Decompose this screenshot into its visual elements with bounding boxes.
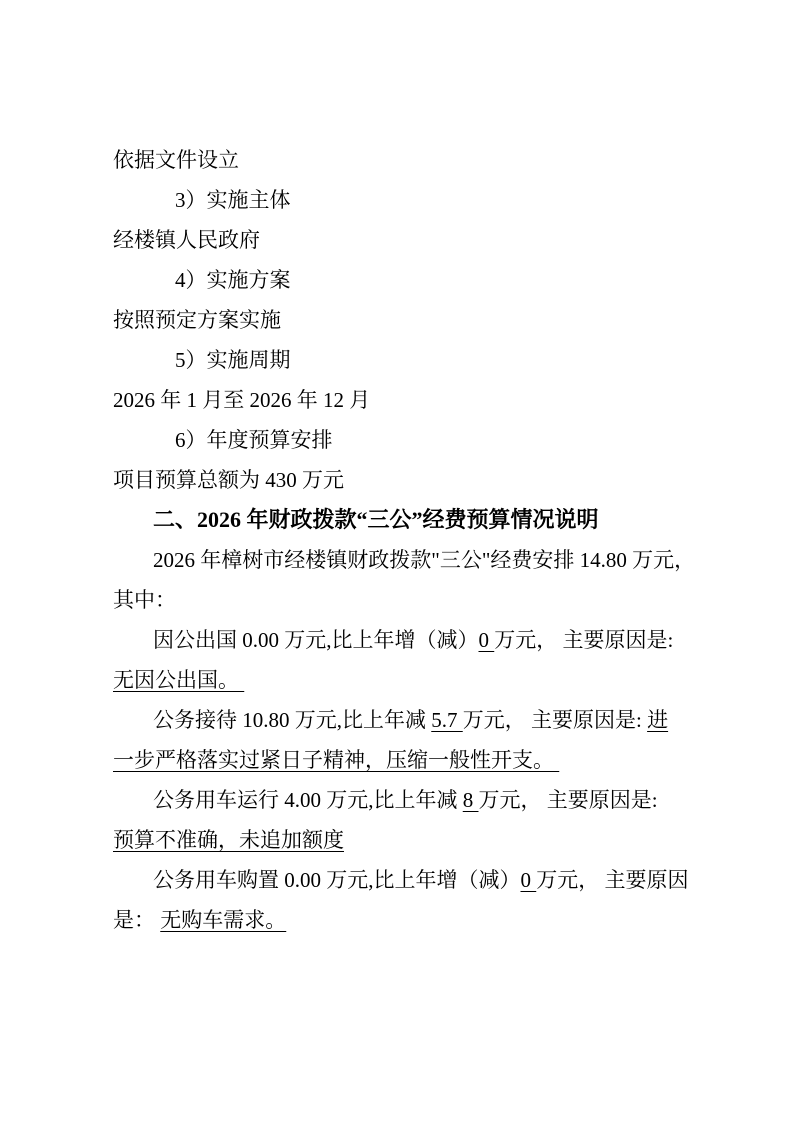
document-line: [113, 140, 713, 180]
text-segment: 万元， 主要原因是:: [478, 788, 658, 812]
underlined-text: 预算不准确，未追加额度: [113, 828, 344, 852]
document-line: [113, 820, 713, 860]
text-segment: 公务接待 10.80 万元,比上年减: [153, 708, 432, 732]
document-line: [113, 540, 713, 580]
underlined-text: 进: [647, 708, 669, 732]
text-segment: 依据文件设立: [113, 148, 239, 172]
document-line: [113, 340, 713, 380]
text-segment: 公务用车购置 0.00 万元,比上年增（减）: [153, 868, 521, 892]
document-line: [113, 220, 713, 260]
text-segment: 3）实施主体: [175, 188, 291, 212]
document-line: [113, 260, 713, 300]
document-line: [113, 860, 713, 900]
document-line: [113, 900, 713, 940]
underlined-text: 8: [462, 788, 479, 812]
text-segment: 万元， 主要原因是:: [494, 628, 674, 652]
text-segment: 其中：: [113, 588, 176, 612]
underlined-text: 无购车需求。: [160, 908, 287, 932]
text-segment: 公务用车运行 4.00 万元,比上年减: [153, 788, 463, 812]
document-line: [113, 180, 713, 220]
document-line: [113, 700, 713, 740]
text-segment: 2026 年樟树市经楼镇财政拨款"三公"经费安排 14.80 万元，: [153, 548, 696, 572]
underlined-text: 无因公出国。: [113, 668, 245, 692]
text-segment: 5）实施周期: [175, 348, 291, 372]
underlined-text: 0: [478, 628, 495, 652]
underlined-text: 5.7: [431, 708, 463, 732]
underlined-text: 0: [520, 868, 537, 892]
document-line: [113, 780, 713, 820]
document-line: [113, 620, 713, 660]
text-segment: 因公出国 0.00 万元,比上年增（减）: [153, 628, 479, 652]
document-line: [113, 420, 713, 460]
document-line: [113, 380, 713, 420]
text-segment: 2026 年 1 月至 2026 年 12 月: [113, 388, 371, 412]
document-line: [113, 660, 713, 700]
text-segment: 按照预定方案实施: [113, 308, 281, 332]
document-body: [113, 140, 713, 940]
text-segment: 二、2026 年财政拨款“三公”经费预算情况说明: [153, 507, 599, 532]
document-line: [113, 300, 713, 340]
text-segment: 是：: [113, 908, 161, 932]
text-segment: 万元， 主要原因是:: [462, 708, 648, 732]
document-line: [113, 580, 713, 620]
document-line: [113, 460, 713, 500]
document-line: [113, 740, 713, 780]
underlined-text: 一步严格落实过紧日子精神，压缩一般性开支。: [113, 748, 560, 772]
text-segment: 4）实施方案: [175, 268, 291, 292]
section-heading: [113, 500, 713, 540]
text-segment: 经楼镇人民政府: [113, 228, 260, 252]
text-segment: 项目预算总额为 430 万元: [113, 468, 344, 492]
text-segment: 万元， 主要原因: [536, 868, 689, 892]
text-segment: 6）年度预算安排: [175, 428, 333, 452]
